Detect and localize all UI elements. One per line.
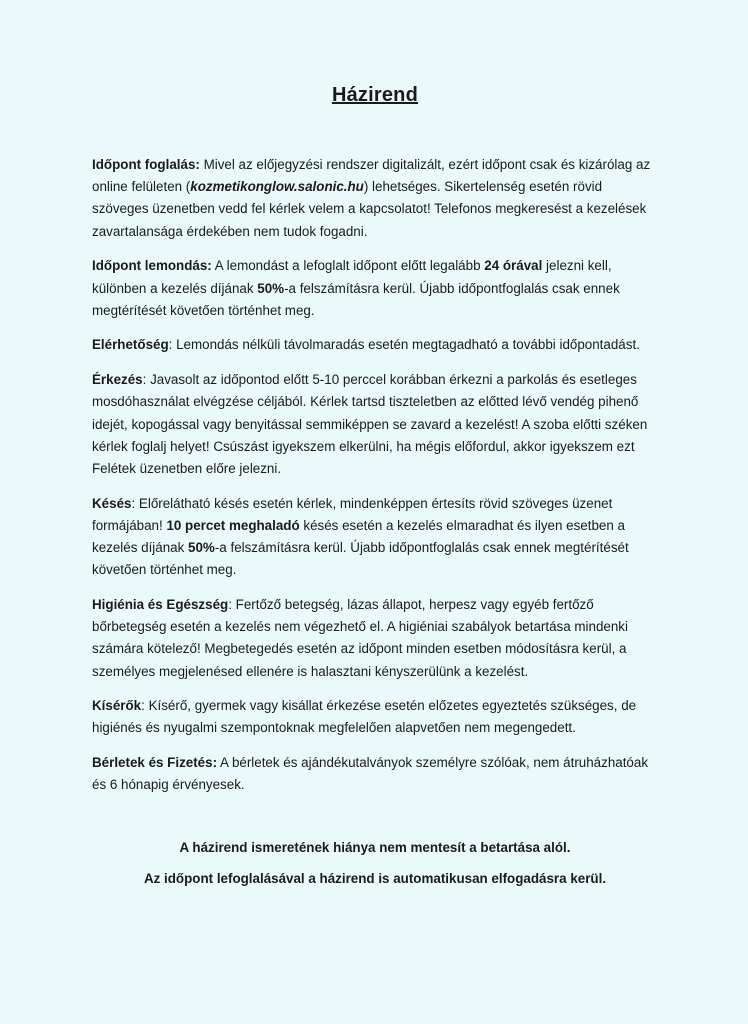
section-idopont-foglalas <box>92 154 658 243</box>
section-label: Higiénia és Egészség <box>92 596 229 612</box>
section-keses <box>92 493 658 582</box>
footer-line: A házirend ismeretének hiánya nem mentesít a betartása alól. <box>179 839 571 855</box>
section-higienia <box>92 594 658 683</box>
section-text: Mivel az előjegyzési rendszer digitalizált, ezért időpont csak és kizárólag az online felületen ( <box>92 157 651 195</box>
section-kiserok <box>92 695 658 739</box>
section-berletek <box>92 752 658 796</box>
emphasis-text: 24 órával <box>484 258 543 274</box>
page-title: Házirend <box>331 84 419 106</box>
section-erkezes <box>92 369 658 480</box>
emphasis-text: 50% <box>257 280 285 296</box>
section-text: A lemondást a lefoglalt időpont előtt legalább <box>211 258 485 274</box>
section-text: késés esetén a kezelés elmaradhat és ilyen esetben a kezelés díjának <box>92 517 625 556</box>
emphasis-text: 50% <box>188 540 215 556</box>
section-label: Időpont lemondás: <box>92 258 212 274</box>
footer-notes <box>92 837 658 890</box>
section-label: Időpont foglalás: <box>92 157 200 172</box>
section-label: Kísérők <box>92 698 142 714</box>
section-text: A bérletek és ajándékutalványok személyre szólóak, nem átruházhatóak és 6 hónapig érvényesek. <box>92 755 649 793</box>
section-text: jelezni kell, különben a kezelés díjának <box>92 258 612 296</box>
section-text: : Lemondás nélküli távolmaradás esetén megtagadható a további időpontadást. <box>168 337 640 353</box>
section-label: Késés <box>92 495 132 511</box>
booking-link[interactable]: kozmetikonglow.salonic.hu <box>190 179 364 195</box>
section-text: : Javasolt az időpontod előtt 5-10 perccel korábban érkezni a parkolás és esetleges mosdóhasználat elvégzése céljából. Kérlek tartsd tiszteletben az előtted lévő vendég pihenő idejét, kopogással vagy benyitással semmiképpen se zavard a kezelést! A szoba előtti széken kérlek foglalj helyet! Csúszást igyekszem elkerülni, ha mégis előfordul, akkor igyekszem ezt Felétek üzenetben előre jelezni. <box>92 372 648 476</box>
section-text: : Előrelátható késés esetén kérlek, mindenképpen értesíts rövid szöveges üzenet formájában! <box>92 495 613 533</box>
section-label: Elérhetőség <box>92 337 169 353</box>
section-elerhetoseg <box>92 334 658 356</box>
section-label: Érkezés <box>92 372 143 388</box>
section-text: : Kísérő, gyermek vagy kisállat érkezése esetén előzetes egyeztetés szükséges, de higiénés és nyugalmi szempontoknak megfelelően alapvetően nem megengedett. <box>92 698 637 736</box>
section-label: Bérletek és Fizetés: <box>92 755 218 771</box>
section-text: -a felszámításra kerül. Újabb időpontfoglalás csak ennek megtérítését követően történhet meg. <box>92 540 629 578</box>
section-idopont-lemondas <box>92 255 658 322</box>
section-text: : Fertőző betegség, lázas állapot, herpesz vagy egyéb fertőző bőrbetegség esetén a kezelés nem végezhető el. A higiéniai szabályok betartása mindenki számára kötelező! Megbetegedés esetén az időpont minden esetben módosításra kerül, a személyes megjelenésed ellenére is halasztani kényszerülünk a kezelést. <box>92 596 628 679</box>
footer-line: Az időpont lefoglalásával a házirend is automatikusan elfogadásra kerül. <box>143 870 607 886</box>
section-text: -a felszámításra kerül. Újabb időpontfoglalás csak ennek megtérítését követően történhet meg. <box>92 280 620 318</box>
emphasis-text: 10 percet meghaladó <box>166 517 300 533</box>
section-text: ) lehetséges. Sikertelenség esetén rövid szöveges üzenetben vedd fel kérlek velem a kapcsolatot! Telefonos megkeresést a kezelések zavartalansága érdekében nem tudok fogadni. <box>92 179 647 239</box>
